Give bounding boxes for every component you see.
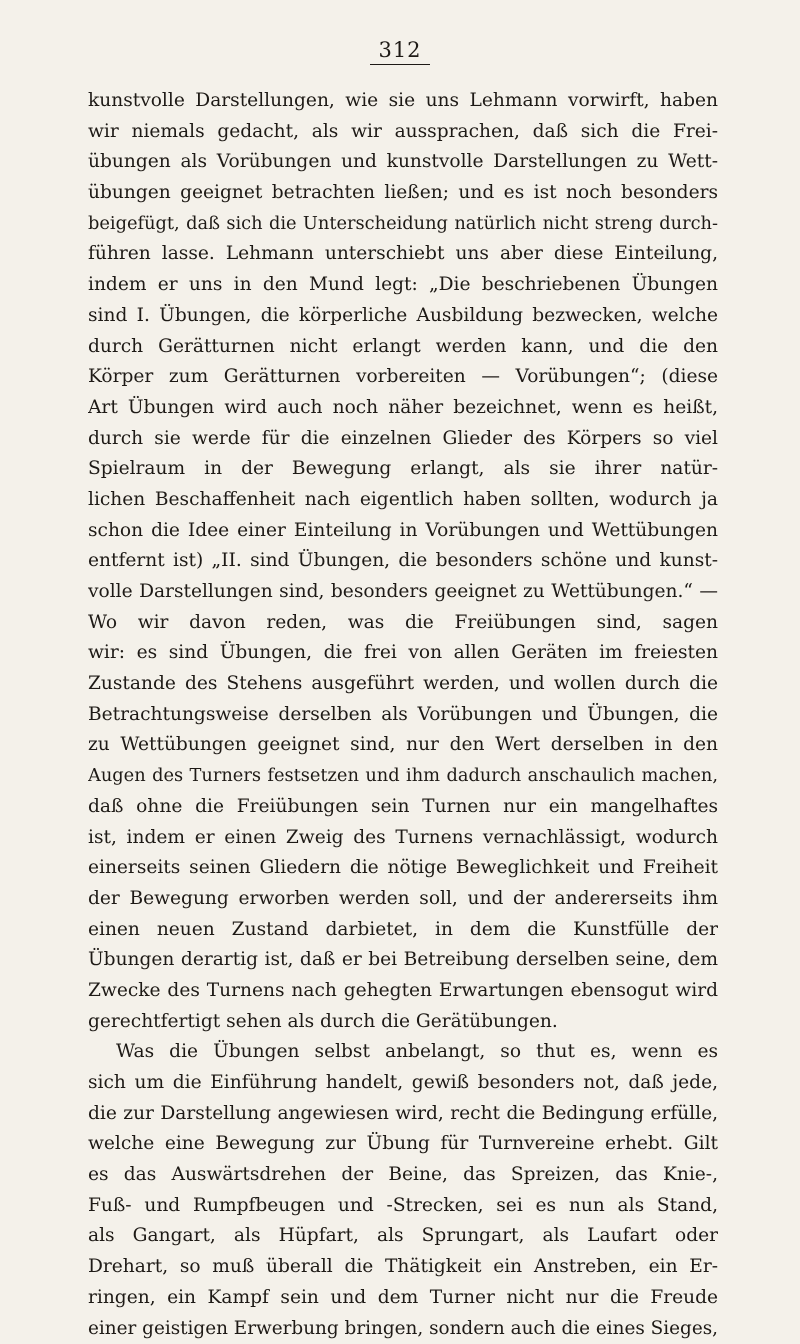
text-line: schon die Idee einer Einteilung in Vorübungen und Wettübungen — [88, 516, 718, 547]
text-line: Übungen derartig ist, daß er bei Betreibung derselben seine, dem — [88, 945, 718, 976]
text-line: der Bewegung erworben werden soll, und der andererseits ihm — [88, 884, 718, 915]
text-line: indem er uns in den Mund legt: „Die beschriebenen Übungen — [88, 270, 718, 301]
text-line: wir: es sind Übungen, die frei von allen Geräten im freiesten — [88, 638, 718, 669]
text-line: sich um die Einführung handelt, gewiß besonders not, daß jede, — [88, 1068, 718, 1099]
text-line: übungen geeignet betrachten ließen; und es ist noch besonders — [88, 178, 718, 209]
text-line: es das Auswärtsdrehen der Beine, das Spreizen, das Knie-, — [88, 1160, 718, 1191]
text-line: Drehart, so muß überall die Thätigkeit ein Anstreben, ein Er- — [88, 1252, 718, 1283]
text-line: wir niemals gedacht, als wir aussprachen, daß sich die Frei- — [88, 117, 718, 148]
text-line: Betrachtungsweise derselben als Vorübungen und Übungen, die — [88, 700, 718, 731]
text-line: Wo wir davon reden, was die Freiübungen sind, sagen — [88, 608, 718, 639]
text-line: entfernt ist) „II. sind Übungen, die besonders schöne und kunst- — [88, 546, 718, 577]
text-line: führen lasse. Lehmann unterschiebt uns aber diese Einteilung, — [88, 239, 718, 270]
text-line: daß ohne die Freiübungen sein Turnen nur ein mangelhaftes — [88, 792, 718, 823]
text-line: einerseits seinen Gliedern die nötige Beweglichkeit und Freiheit — [88, 853, 718, 884]
text-line: welche eine Bewegung zur Übung für Turnvereine erhebt. Gilt — [88, 1129, 718, 1160]
text-line: ringen, ein Kampf sein und dem Turner nicht nur die Freude — [88, 1283, 718, 1314]
text-line: Zustande des Stehens ausgeführt werden, und wollen durch die — [88, 669, 718, 700]
text-line: Spielraum in der Bewegung erlangt, als sie ihrer natür- — [88, 454, 718, 485]
text-line: zu Wettübungen geeignet sind, nur den Wert derselben in den — [88, 730, 718, 761]
text-line: Was die Übungen selbst anbelangt, so thut es, wenn es — [88, 1037, 718, 1068]
text-line: ist, indem er einen Zweig des Turnens vernachlässigt, wodurch — [88, 823, 718, 854]
text-line: Körper zum Gerätturnen vorbereiten — Vorübungen“; (diese — [88, 362, 718, 393]
text-line: die zur Darstellung angewiesen wird, recht die Bedingung erfülle, — [88, 1099, 718, 1130]
text-line: Art Übungen wird auch noch näher bezeichnet, wenn es heißt, — [88, 393, 718, 424]
text-line: einen neuen Zustand darbietet, in dem die Kunstfülle der — [88, 915, 718, 946]
text-line: kunstvolle Darstellungen, wie sie uns Lehmann vorwirft, haben — [88, 86, 718, 117]
text-line: sind I. Übungen, die körperliche Ausbildung bezwecken, welche — [88, 301, 718, 332]
text-line: durch Gerätturnen nicht erlangt werden kann, und die den — [88, 332, 718, 363]
text-line: durch sie werde für die einzelnen Glieder des Körpers so viel — [88, 424, 718, 455]
text-line: Zwecke des Turnens nach gehegten Erwartungen ebensogut wird — [88, 976, 718, 1007]
page-number: 312 — [0, 38, 800, 65]
text-line: volle Darstellungen sind, besonders geeignet zu Wettübungen.“ — — [88, 577, 718, 608]
text-line: lichen Beschaffenheit nach eigentlich haben sollten, wodurch ja — [88, 485, 718, 516]
body-text — [88, 86, 718, 1344]
text-line: beigefügt, daß sich die Unterscheidung natürlich nicht streng durch- — [88, 209, 718, 240]
text-line: gerechtfertigt sehen als durch die Gerätübungen. — [88, 1007, 718, 1038]
text-line: übungen als Vorübungen und kunstvolle Darstellungen zu Wett- — [88, 147, 718, 178]
text-line: als Gangart, als Hüpfart, als Sprungart, als Laufart oder — [88, 1221, 718, 1252]
text-line: Fuß- und Rumpfbeugen und -Strecken, sei es nun als Stand, — [88, 1191, 718, 1222]
text-line: einer geistigen Erwerbung bringen, sondern auch die eines Sieges, — [88, 1314, 718, 1344]
text-line: Augen des Turners festsetzen und ihm dadurch anschaulich machen, — [88, 761, 718, 792]
